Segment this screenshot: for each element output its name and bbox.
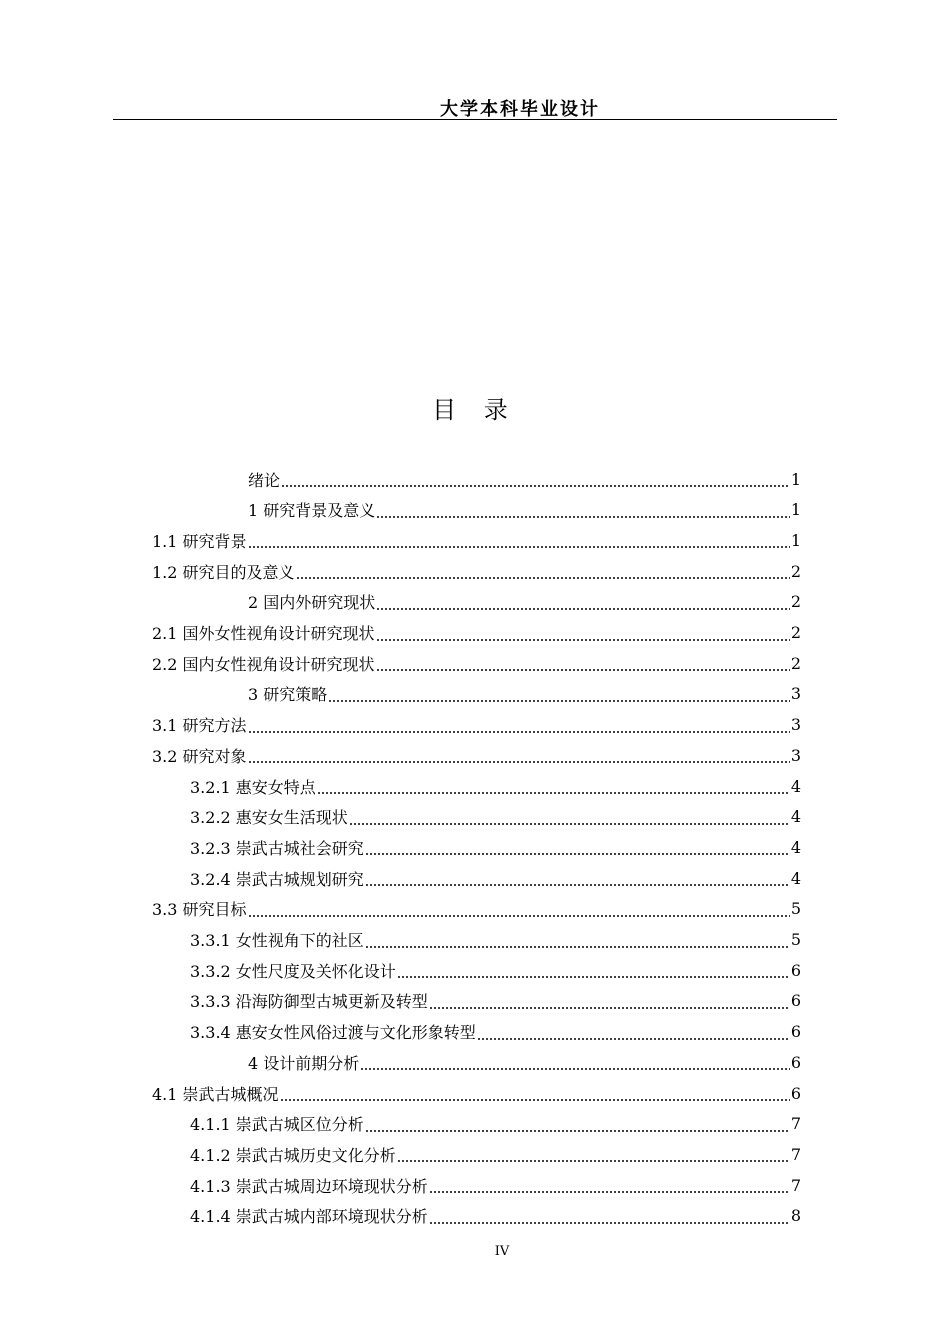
toc-dot-leader (349, 802, 790, 832)
toc-dot-leader (281, 464, 790, 494)
toc-entry-label: 4.1.2 崇武古城历史文化分析 (190, 1145, 396, 1165)
toc-dot-leader (365, 1109, 790, 1139)
toc-entry[interactable] (248, 587, 801, 617)
toc-entry[interactable] (190, 925, 801, 955)
toc-entry-page: 3 (790, 715, 801, 735)
toc-entry-page: 2 (790, 561, 801, 581)
toc-entry[interactable] (190, 1201, 801, 1231)
toc-entry[interactable] (248, 464, 801, 494)
toc-entry-label: 1 研究背景及意义 (248, 501, 376, 521)
toc-entry[interactable] (152, 618, 801, 648)
toc-entry-label: 3.3.2 女性尺度及关怀化设计 (190, 961, 396, 981)
toc-heading: 目 录 (432, 396, 518, 424)
toc-entry-label: 3 研究策略 (248, 685, 328, 705)
toc-entry-page: 4 (790, 868, 801, 888)
toc-dot-leader (280, 1078, 790, 1108)
toc-entry-label: 3.3.1 女性视角下的社区 (190, 931, 364, 950)
running-header-title: 大学本科毕业设计 (440, 99, 600, 120)
toc-entry-page: 7 (790, 1144, 801, 1164)
toc-dot-leader (248, 740, 790, 770)
toc-dot-leader (429, 1201, 790, 1231)
toc-entry-page: 5 (790, 899, 801, 919)
toc-entry-label: 绪论 (248, 470, 281, 490)
toc-entry[interactable] (152, 556, 801, 586)
toc-dot-leader (360, 1047, 790, 1077)
toc-entry-label: 4.1 崇武古城概况 (152, 1084, 279, 1104)
toc-entry[interactable] (248, 495, 801, 525)
toc-entry[interactable] (190, 771, 801, 801)
toc-entry-page: 2 (790, 592, 801, 612)
page-number: IV (494, 1244, 510, 1259)
toc-entry[interactable] (190, 1139, 801, 1169)
toc-entry-page: 1 (790, 469, 801, 489)
toc-entry-page: 7 (790, 1114, 801, 1134)
toc-entry-page: 6 (790, 960, 801, 980)
toc-entry-page: 4 (790, 837, 801, 857)
toc-entry-page: 8 (790, 1206, 801, 1226)
toc-entry-page: 4 (790, 807, 801, 827)
toc-entry-page: 5 (790, 930, 801, 949)
toc-dot-leader (365, 863, 790, 893)
toc-entry-label: 1.1 研究背景 (152, 531, 247, 551)
toc-entry[interactable] (248, 679, 801, 709)
toc-entry[interactable] (190, 1170, 801, 1200)
toc-entry[interactable] (190, 863, 801, 893)
toc-entry-page: 4 (790, 776, 801, 796)
toc-dot-leader (248, 525, 790, 555)
toc-entry-page: 6 (790, 1083, 801, 1103)
toc-entry-label: 3.2 研究对象 (152, 746, 247, 766)
toc-dot-leader (296, 556, 790, 586)
toc-entry-label: 4.1.3 崇武古城周边环境现状分析 (190, 1176, 428, 1196)
toc-entry-label: 4 设计前期分析 (248, 1053, 360, 1073)
toc-entry-label: 2.2 国内女性视角设计研究现状 (152, 654, 375, 674)
toc-entry-label: 3.3.3 沿海防御型古城更新及转型 (190, 992, 428, 1012)
toc-entry-page: 3 (790, 745, 801, 765)
toc-entry[interactable] (152, 648, 801, 678)
header-divider (113, 119, 837, 120)
toc-dot-leader (397, 1139, 790, 1169)
toc-entry-page: 2 (790, 623, 801, 642)
toc-dot-leader (328, 679, 790, 709)
toc-entry[interactable] (152, 525, 801, 555)
toc-entry-page: 7 (790, 1175, 801, 1195)
toc-entry-label: 3.2.3 崇武古城社会研究 (190, 838, 364, 858)
toc-entry[interactable] (248, 1047, 801, 1077)
toc-dot-leader (365, 832, 790, 862)
toc-entry[interactable] (190, 832, 801, 862)
toc-entry-label: 4.1.4 崇武古城内部环境现状分析 (190, 1207, 428, 1227)
toc-entry-label: 3.2.1 惠安女特点 (190, 777, 316, 797)
toc-entry-label: 4.1.1 崇武古城区位分析 (190, 1115, 364, 1135)
toc-entry-page: 2 (790, 653, 801, 673)
toc-dot-leader (248, 710, 790, 740)
toc-dot-leader (397, 955, 790, 985)
toc-entry[interactable] (190, 1017, 801, 1047)
toc-entry-label: 3.2.4 崇武古城规划研究 (190, 869, 364, 889)
toc-dot-leader (376, 648, 790, 678)
toc-entry-label: 1.2 研究目的及意义 (152, 562, 295, 582)
toc-entry-label: 2 国内外研究现状 (248, 593, 376, 613)
toc-entry[interactable] (152, 1078, 801, 1108)
toc-dot-leader (248, 894, 790, 924)
toc-entry[interactable] (152, 710, 801, 740)
toc-entry-page: 6 (790, 1052, 801, 1072)
toc-entry-label: 2.1 国外女性视角设计研究现状 (152, 624, 375, 643)
toc-dot-leader (376, 618, 790, 648)
toc-entry-page: 6 (790, 991, 801, 1011)
toc-dot-leader (376, 587, 790, 617)
toc-entry-page: 6 (790, 1022, 801, 1042)
toc-dot-leader (365, 925, 790, 955)
toc-entry-label: 3.3 研究目标 (152, 900, 247, 920)
toc-entry-label: 3.1 研究方法 (152, 716, 247, 736)
toc-entry[interactable] (190, 955, 801, 985)
toc-entry-page: 1 (790, 530, 801, 550)
toc-entry[interactable] (190, 1109, 801, 1139)
toc-dot-leader (376, 495, 790, 525)
toc-entry[interactable] (190, 802, 801, 832)
toc-entry-label: 3.3.4 惠安女性风俗过渡与文化形象转型 (190, 1023, 476, 1043)
toc-entry[interactable] (152, 740, 801, 770)
toc-entry-label: 3.2.2 惠安女生活现状 (190, 808, 348, 828)
toc-entry-page: 3 (790, 684, 801, 704)
toc-dot-leader (317, 771, 790, 801)
toc-dot-leader (477, 1017, 790, 1047)
toc-dot-leader (429, 1170, 790, 1200)
toc-entry-page: 1 (790, 500, 801, 520)
toc-entry[interactable] (152, 894, 801, 924)
toc-entry[interactable] (190, 986, 801, 1016)
toc-dot-leader (429, 986, 790, 1016)
